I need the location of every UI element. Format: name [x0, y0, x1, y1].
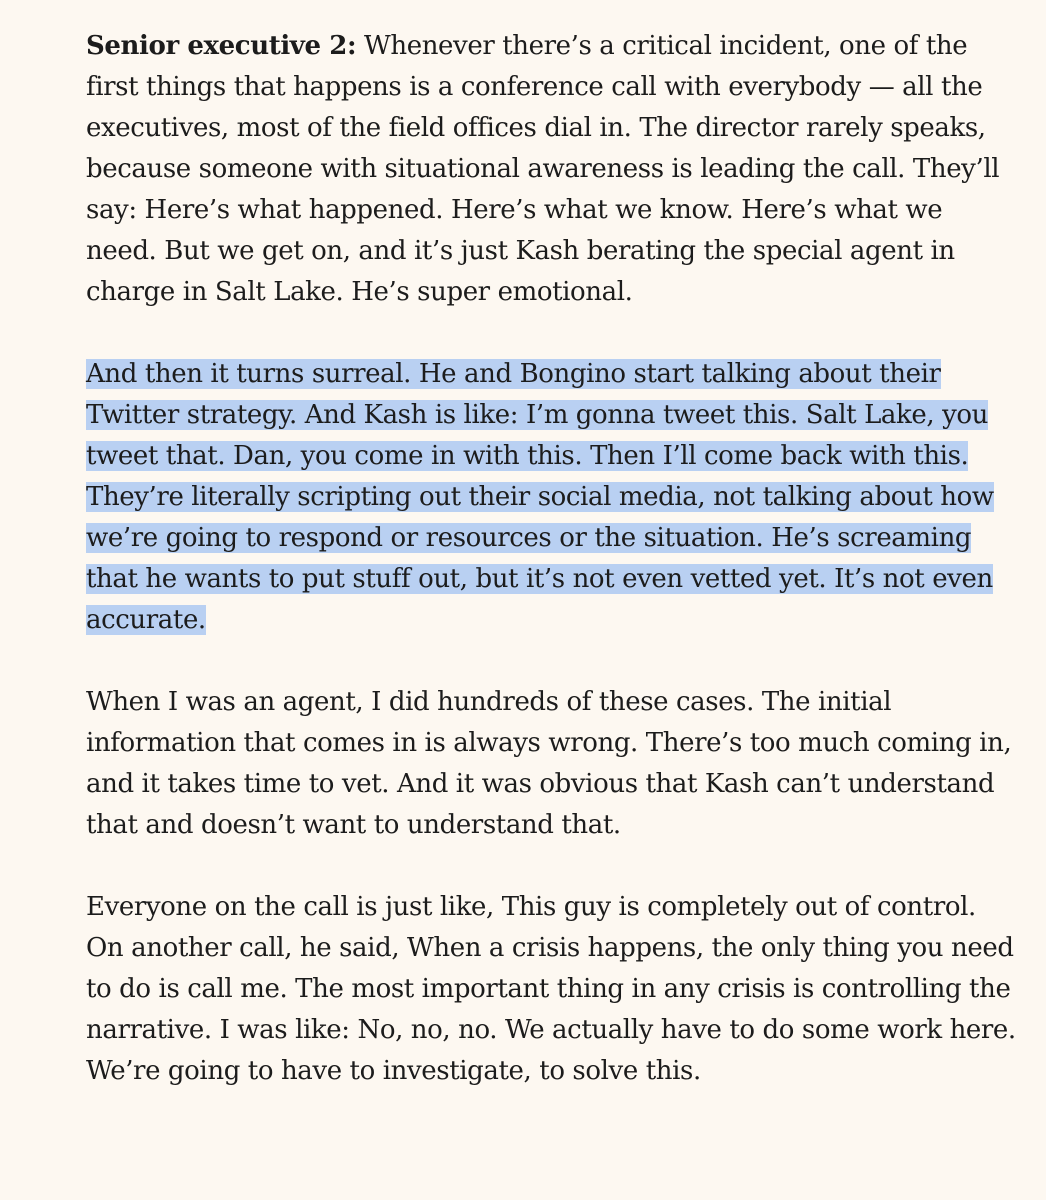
speaker-label: Senior executive 2: — [86, 31, 357, 61]
paragraph-4-text[interactable]: Everyone on the call is just like, This guy is completely out of control. On another call, he said, When a crisis happens, the only thing you need to do is call me. The most important thing in any crisis is controlling the narrative. I was like: No, no, no. We actually have to do some work here. We’re going to have to investigate, to solve this. — [86, 892, 1016, 1086]
paragraph-4 — [86, 887, 1016, 1092]
article-body — [86, 26, 1016, 1133]
paragraph-1 — [86, 26, 1016, 313]
paragraph-3-text[interactable]: When I was an agent, I did hundreds of these cases. The initial information that comes in is always wrong. There’s too much coming in, and it takes time to vet. And it was obvious that Kash can’t understand that and doesn’t want to understand that. — [86, 687, 1012, 840]
paragraph-1-text[interactable]: Whenever there’s a critical incident, one of the first things that happens is a conference call with everybody — all the executives, most of the field offices dial in. The director rarely speaks, because someone with situational awareness is leading the call. They’ll say: Here’s what happened. Here’s what we know. Here’s what we need. But we get on, and it’s just Kash berating the special agent in charge in Salt Lake. He’s super emotional. — [86, 31, 1000, 307]
paragraph-3 — [86, 682, 1016, 846]
paragraph-2 — [86, 354, 1016, 641]
selected-text[interactable]: And then it turns surreal. He and Bongino start talking about their Twitter strategy. And Kash is like: I’m gonna tweet this. Salt Lake, you tweet that. Dan, you come in with this. Then I’ll come back with this. They’re literally scripting out their social media, not talking about how we’re going to respond or resources or the situation. He’s screaming that he wants to put stuff out, but it’s not even vetted yet. It’s not even accurate. — [86, 359, 994, 635]
